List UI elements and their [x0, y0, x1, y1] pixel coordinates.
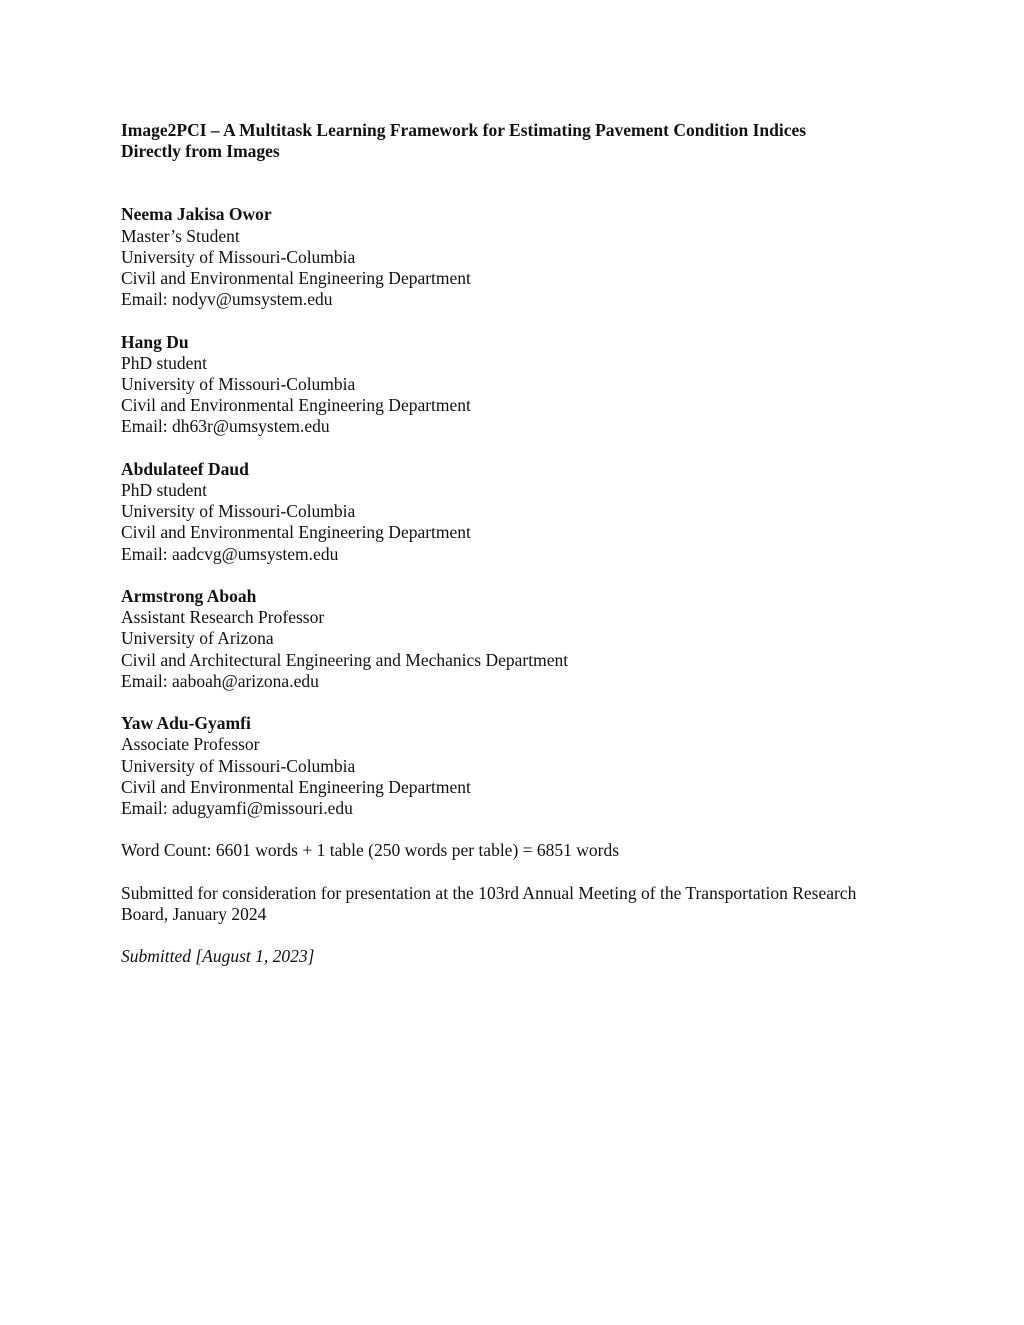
author-department: Civil and Environmental Engineering Department: [121, 776, 471, 797]
author-email: Email: adugyamfi@missouri.edu: [121, 798, 353, 819]
submitted-date: Submitted [August 1, 2023]: [121, 946, 315, 967]
author-department: Civil and Environmental Engineering Department: [121, 522, 471, 543]
author-university: University of Missouri-Columbia: [121, 374, 356, 395]
author-block: [121, 332, 921, 438]
author-position: PhD student: [121, 480, 208, 501]
author-position: PhD student: [121, 352, 208, 373]
author-university: University of Missouri-Columbia: [121, 246, 356, 267]
submission-line-1: Submitted for consideration for presentation at the 103rd Annual Meeting of the Transportation Research: [121, 882, 857, 903]
author-name: Yaw Adu-Gyamfi: [121, 713, 251, 734]
paper-title-line-1: Image2PCI – A Multitask Learning Framework for Estimating Pavement Condition Indices: [121, 120, 807, 140]
author-block: [121, 459, 921, 565]
author-department: Civil and Environmental Engineering Department: [121, 268, 471, 289]
author-email: Email: dh63r@umsystem.edu: [121, 416, 330, 437]
word-count: Word Count: 6601 words + 1 table (250 words per table) = 6851 words: [121, 840, 620, 861]
author-position: Assistant Research Professor: [121, 607, 325, 628]
author-university: University of Missouri-Columbia: [121, 501, 356, 522]
author-name: Armstrong Aboah: [121, 586, 257, 607]
author-email: Email: aadcvg@umsystem.edu: [121, 543, 339, 564]
title-page: [121, 120, 921, 968]
author-email: Email: aaboah@arizona.edu: [121, 670, 319, 691]
paper-title-line-2: Directly from Images: [121, 141, 280, 162]
author-position: Associate Professor: [121, 734, 260, 755]
author-university: University of Missouri-Columbia: [121, 755, 356, 776]
author-university: University of Arizona: [121, 628, 274, 649]
submission-statement: [121, 883, 921, 925]
author-department: Civil and Architectural Engineering and Mechanics Department: [121, 649, 569, 670]
author-name: Neema Jakisa Owor: [121, 204, 272, 225]
author-name: Hang Du: [121, 331, 189, 352]
author-name: Abdulateef Daud: [121, 458, 249, 479]
author-block: [121, 586, 921, 692]
submission-line-2: Board, January 2024: [121, 904, 267, 925]
author-email: Email: nodyv@umsystem.edu: [121, 289, 333, 310]
author-department: Civil and Environmental Engineering Department: [121, 395, 471, 416]
author-list: [121, 204, 921, 819]
author-position: Master’s Student: [121, 225, 240, 246]
author-block: [121, 713, 921, 819]
author-block: [121, 204, 921, 310]
paper-title: [121, 120, 921, 162]
